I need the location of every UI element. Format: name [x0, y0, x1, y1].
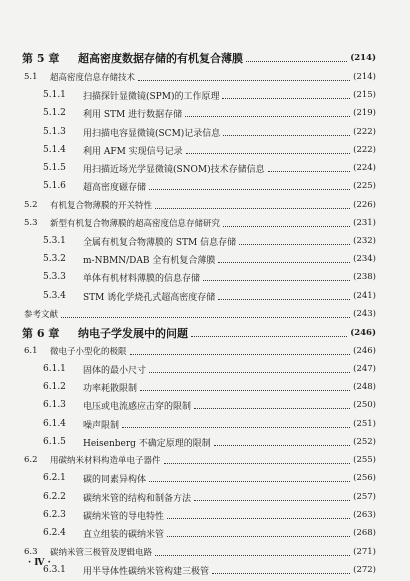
toc-page-number: (243): [353, 309, 376, 319]
toc-entry-row[interactable]: [0, 450, 376, 470]
toc-section-title: 电压或电流感应击穿的限制: [83, 401, 192, 412]
toc-page-number: (222): [353, 145, 376, 155]
toc-page-number: (225): [353, 181, 376, 191]
dot-leader: [167, 536, 350, 537]
toc-page-number: (250): [353, 400, 376, 410]
toc-page-number: (263): [353, 510, 376, 520]
toc-section-number: 5.1.6: [43, 181, 66, 191]
toc-entry-row[interactable]: [0, 286, 376, 306]
toc-section-number: 6.2.2: [43, 492, 66, 502]
toc-section-title: 纳电子学发展中的问题: [78, 327, 188, 340]
dot-leader: [149, 372, 350, 373]
toc-entry-row[interactable]: [0, 542, 376, 562]
toc-section-number: 6.1.2: [43, 382, 66, 392]
toc-section-number: 6.2.4: [43, 528, 66, 538]
dot-leader: [218, 299, 350, 300]
toc-page-number: (215): [353, 90, 376, 100]
toc-references-row[interactable]: [0, 304, 376, 324]
toc-section-title: 碳纳米管的结构和制备方法: [83, 493, 192, 504]
toc-section-title: m-NBMN/DAB 全有机复合薄膜: [83, 255, 216, 266]
dot-leader: [130, 354, 351, 355]
toc-section-title: 利用 AFM 实现信号记录: [83, 146, 183, 157]
toc-page-number: (222): [353, 127, 376, 137]
toc-entry-row[interactable]: [0, 103, 376, 123]
toc-section-number: 5.3.3: [43, 272, 66, 282]
dot-leader: [167, 518, 350, 519]
toc-entry-row[interactable]: [0, 267, 376, 287]
toc-section-title: 超高密度磁存储: [83, 182, 147, 193]
toc-section-number: 5.3: [24, 218, 38, 228]
toc-section-number: 6.1.5: [43, 437, 66, 447]
toc-entry-row[interactable]: [0, 523, 376, 543]
toc-page-number: (256): [353, 473, 376, 483]
toc-section-title: 参考文献: [24, 310, 59, 320]
toc-section-title: Heisenberg 不确定原理的限制: [83, 438, 211, 449]
toc-section-number: 5.1: [24, 72, 38, 82]
dot-leader: [212, 573, 350, 574]
dot-leader: [246, 61, 347, 62]
toc-entry-row[interactable]: [0, 359, 376, 379]
toc-section-number: 5.3.4: [43, 291, 66, 301]
dot-leader: [223, 226, 350, 227]
dot-leader: [155, 555, 350, 556]
toc-page-number: (219): [353, 108, 376, 118]
toc-section-number: 6.1.3: [43, 400, 66, 410]
toc-section-title: 扫描探针显微镜(SPM)的工作原理: [83, 91, 220, 102]
toc-page-number: (231): [353, 218, 376, 228]
dot-leader: [223, 135, 350, 136]
toc-entry-row[interactable]: [0, 158, 376, 178]
dot-leader: [239, 244, 350, 245]
toc-section-number: 6.2.3: [43, 510, 66, 520]
toc-section-title: 直立组装的碳纳米管: [83, 529, 165, 540]
toc-page-number: (268): [353, 528, 376, 538]
toc-section-title: 用扫描近场光学显微镜(SNOM)技术存储信息: [83, 164, 265, 175]
toc-entry-row[interactable]: [0, 231, 376, 251]
toc-section-title: 噪声限制: [83, 420, 120, 431]
toc-page-number: (234): [353, 254, 376, 264]
dot-leader: [185, 116, 350, 117]
dot-leader: [218, 262, 350, 263]
toc-section-title: 碳纳米管的导电特性: [83, 511, 165, 522]
dot-leader: [222, 98, 350, 99]
toc-entry-row[interactable]: [0, 377, 376, 397]
toc-section-title: 用扫描电容显微镜(SCM)记录信息: [83, 128, 221, 139]
dot-leader: [194, 408, 350, 409]
toc-entry-row[interactable]: [0, 341, 376, 361]
dot-leader: [61, 317, 350, 318]
toc-page-number: (214): [353, 72, 376, 82]
toc-entry-row[interactable]: [0, 487, 376, 507]
toc-section-title: 碳纳米管三极管及逻辑电路: [50, 548, 153, 558]
toc-entry-row[interactable]: [0, 122, 376, 142]
toc-entry-row[interactable]: [0, 249, 376, 269]
toc-section-title: 新型有机复合物薄膜的超高密度信息存储研究: [50, 219, 221, 229]
toc-entry-row[interactable]: [0, 213, 376, 233]
toc-section-number: 5.1.1: [43, 90, 66, 100]
dot-leader: [155, 208, 350, 209]
toc-page-number: (252): [353, 437, 376, 447]
toc-page-number: (272): [353, 565, 376, 575]
toc-section-number: 6.3: [24, 547, 38, 557]
toc-page-number: (232): [353, 236, 376, 246]
dot-leader: [149, 189, 350, 190]
toc-entry-row[interactable]: [0, 176, 376, 196]
toc-page-number: (224): [353, 163, 376, 173]
toc-page-number: (214): [350, 53, 376, 63]
toc-section-number: 5.1.3: [43, 127, 66, 137]
toc-page-number: (238): [353, 272, 376, 282]
toc-entry-row[interactable]: [0, 395, 376, 415]
dot-leader: [149, 481, 350, 482]
toc-section-number: 6.1.4: [43, 419, 66, 429]
toc-entry-row[interactable]: [0, 140, 376, 160]
toc-chapter-row[interactable]: [0, 323, 376, 343]
dot-leader: [191, 336, 347, 337]
toc-entry-row[interactable]: [0, 85, 376, 105]
toc-section-title: 有机复合物薄膜的开关特性: [50, 201, 153, 211]
toc-entry-row[interactable]: [0, 468, 376, 488]
toc-entry-row[interactable]: [0, 195, 376, 215]
toc-section-title: 用半导体性碳纳米管构建三极管: [83, 566, 210, 577]
dot-leader: [214, 445, 350, 446]
toc-entry-row[interactable]: [0, 505, 376, 525]
toc-section-title: 利用 STM 进行数据存储: [83, 109, 183, 120]
toc-section-number: 5.3.2: [43, 254, 66, 264]
dot-leader: [203, 280, 350, 281]
toc-section-title: 用碳纳米材料构造单电子器件: [50, 456, 161, 466]
toc-page-number: (247): [353, 364, 376, 374]
toc-section-number: 5.1.4: [43, 145, 66, 155]
toc-section-number: 6.2: [24, 455, 38, 465]
toc-section-number: 5.2: [24, 200, 38, 210]
toc-section-title: 微电子小型化的极限: [50, 347, 127, 357]
dot-leader: [138, 80, 350, 81]
toc-page-number: (257): [353, 492, 376, 502]
dot-leader: [186, 153, 350, 154]
toc-section-title: 超高密度数据存储的有机复合薄膜: [78, 52, 243, 65]
dot-leader: [164, 463, 351, 464]
dot-leader: [122, 427, 350, 428]
toc-entry-row[interactable]: [0, 432, 376, 452]
toc-page-number: (271): [353, 547, 376, 557]
toc-page-number: (241): [353, 291, 376, 301]
toc-page-number: (251): [353, 419, 376, 429]
toc-page-number: (246): [350, 328, 376, 338]
toc-entry-row[interactable]: [0, 67, 376, 87]
toc-section-title: 全属有机复合物薄膜的 STM 信息存储: [83, 237, 237, 248]
toc-page-number: (246): [353, 346, 376, 356]
toc-section-number: 第 6 章: [22, 327, 60, 340]
toc-page-number: (255): [353, 455, 376, 465]
toc-section-number: 6.2.1: [43, 473, 66, 483]
dot-leader: [194, 500, 350, 501]
toc-section-number: 5.1.5: [43, 163, 66, 173]
page-number-footer: · Ⅳ ·: [28, 558, 51, 568]
toc-page-number: (226): [353, 200, 376, 210]
toc-section-number: 5.3.1: [43, 236, 66, 246]
toc-section-title: STM 诱化学烧孔式超高密度存储: [83, 292, 216, 303]
toc-section-title: 固体的最小尺寸: [83, 365, 147, 376]
toc-section-title: 超高密度信息存储技术: [50, 73, 136, 83]
toc-section-number: 6.1: [24, 346, 38, 356]
dot-leader: [268, 171, 350, 172]
toc-section-title: 单体有机材料薄膜的信息存储: [83, 273, 201, 284]
toc-entry-row[interactable]: [0, 414, 376, 434]
toc-page-number: (248): [353, 382, 376, 392]
toc-chapter-row[interactable]: [0, 48, 376, 68]
toc-section-number: 第 5 章: [22, 52, 60, 65]
toc-section-title: 功率耗散限制: [83, 383, 138, 394]
toc-entry-row[interactable]: [0, 560, 376, 580]
toc-section-number: 6.3.1: [43, 565, 66, 575]
toc-section-title: 碳的同素异构体: [83, 474, 147, 485]
toc-section-number: 6.1.1: [43, 364, 66, 374]
toc-section-number: 5.1.2: [43, 108, 66, 118]
dot-leader: [140, 390, 350, 391]
